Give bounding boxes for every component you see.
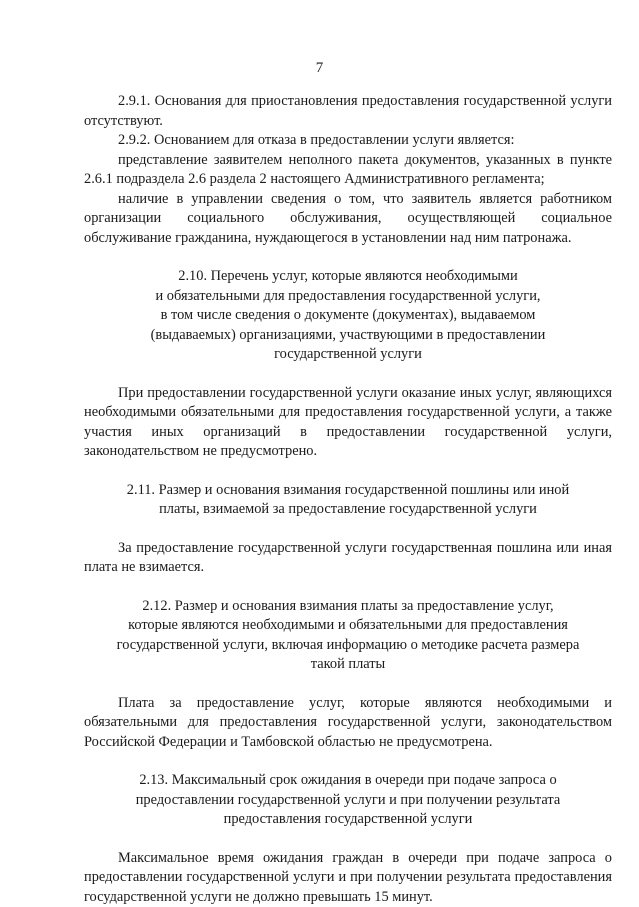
heading-2-12-line: 2.12. Размер и основания взимания платы за предоставление услуг, — [104, 597, 592, 617]
heading-2-13-line: предоставления государственной услуги — [104, 810, 592, 830]
paragraph-2-9-2-employee-info: наличие в управлении сведения о том, что заявитель является работником организации социального обслуживания, осуществляющей социальное обслуживание гражданина, нуждающегося в установлении над ним патронажа. — [84, 190, 612, 249]
heading-2-13 — [104, 771, 592, 830]
heading-2-11 — [104, 481, 592, 520]
heading-2-12 — [104, 597, 592, 675]
heading-2-11-line: 2.11. Размер и основания взимания государственной пошлины или иной — [104, 481, 592, 501]
paragraph-2-9-1: 2.9.1. Основания для приостановления предоставления государственной услуги отсутствуют. — [84, 92, 612, 131]
heading-2-10-line: 2.10. Перечень услуг, которые являются необходимыми — [104, 267, 592, 287]
paragraph-2-10: При предоставлении государственной услуги оказание иных услуг, являющихся необходимыми обязательными для предоставления государственной услуги, а также участия иных организаций в предоставлении государственной услуги, законодательством не предусмотрено. — [84, 384, 612, 462]
paragraph-2-9-2-incomplete-package: представление заявителем неполного пакета документов, указанных в пункте 2.6.1 подраздела 2.6 раздела 2 настоящего Административного регламента; — [84, 151, 612, 190]
heading-2-13-line: 2.13. Максимальный срок ожидания в очереди при подаче запроса о — [104, 771, 592, 791]
heading-2-10-line: (выдаваемых) организациями, участвующими в предоставлении — [104, 326, 592, 346]
heading-2-10 — [104, 267, 592, 365]
paragraph-2-11: За предоставление государственной услуги государственная пошлина или иная плата не взимается. — [84, 539, 612, 578]
heading-2-13-line: предоставлении государственной услуги и при получении результата — [104, 791, 592, 811]
paragraph-2-12: Плата за предоставление услуг, которые являются необходимыми и обязательными для предоставления государственной услуги, законодательством Российской Федерации и Тамбовской областью не предусмотрена. — [84, 694, 612, 753]
heading-2-10-line: государственной услуги — [104, 345, 592, 365]
heading-2-10-line: в том числе сведения о документе (документах), выдаваемом — [104, 306, 592, 326]
heading-2-10-line: и обязательными для предоставления государственной услуги, — [104, 287, 592, 307]
heading-2-12-line: такой платы — [104, 655, 592, 675]
heading-2-12-line: государственной услуги, включая информацию о методике расчета размера — [104, 636, 592, 656]
heading-2-12-line: которые являются необходимыми и обязательными для предоставления — [104, 616, 592, 636]
paragraph-2-9-2: 2.9.2. Основанием для отказа в предоставлении услуги является: — [84, 131, 612, 151]
heading-2-11-line: платы, взимаемой за предоставление государственной услуги — [104, 500, 592, 520]
document-body — [84, 92, 612, 907]
paragraph-2-13: Максимальное время ожидания граждан в очереди при подаче запроса о предоставлении государственной услуги и при получении результата предоставления государственной услуги не должно превышать 15 минут. — [84, 849, 612, 907]
page-number: 7 — [0, 60, 639, 77]
